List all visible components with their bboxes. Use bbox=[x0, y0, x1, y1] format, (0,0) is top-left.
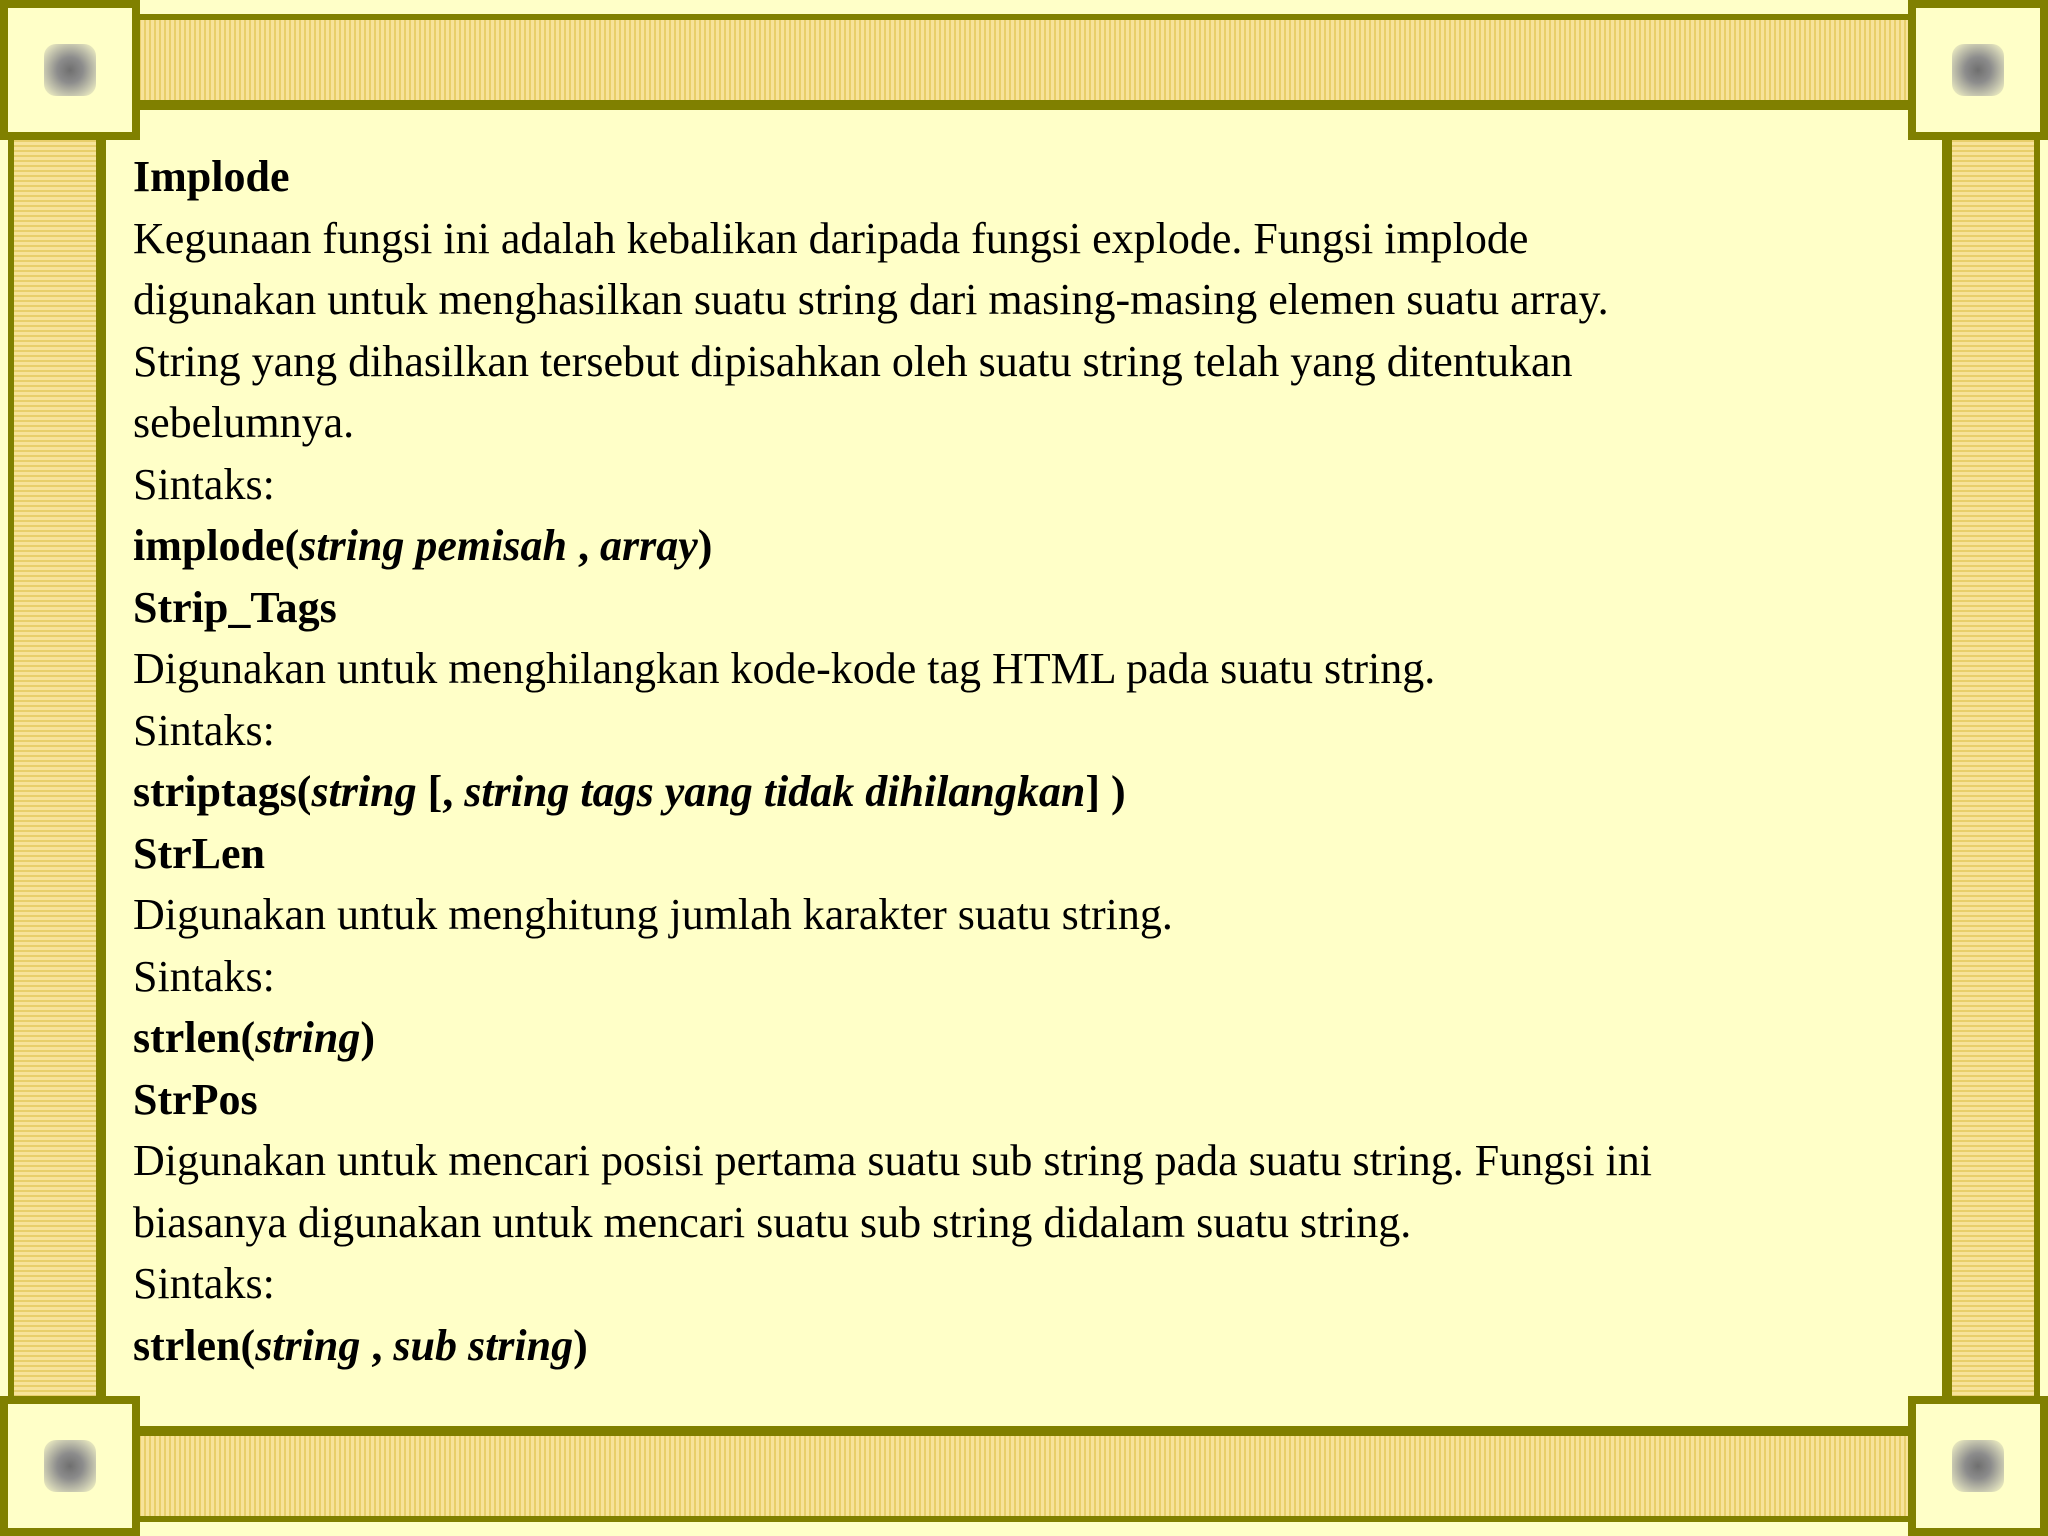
strpos-description-line: biasanya digunakan untuk mencari suatu sub string didalam suatu string. bbox=[133, 1197, 1412, 1247]
syntax-argument: string bbox=[255, 1013, 361, 1062]
corner-top-left bbox=[0, 0, 140, 140]
implode-syntax-label: Sintaks: bbox=[133, 459, 275, 509]
strpos-syntax-label: Sintaks: bbox=[133, 1259, 275, 1308]
syntax-argument: string bbox=[311, 767, 417, 816]
syntax-function: strlen( bbox=[133, 1013, 256, 1062]
strlen-description: Digunakan untuk menghitung jumlah karakter suatu string. bbox=[133, 890, 1173, 939]
syntax-argument: string bbox=[255, 1320, 361, 1370]
strlen-syntax-label: Sintaks: bbox=[133, 951, 275, 1001]
syntax-close: ] ) bbox=[1085, 767, 1126, 816]
syntax-close: ) bbox=[573, 1320, 588, 1370]
strlen-syntax bbox=[133, 1007, 1913, 1069]
corner-top-right bbox=[1908, 0, 2048, 140]
syntax-argument: string tags yang tidak dihilangkan bbox=[464, 767, 1086, 816]
implode-description-line: sebelumnya. bbox=[133, 398, 355, 447]
stud-icon bbox=[1952, 1440, 2004, 1492]
syntax-function: striptags( bbox=[133, 767, 312, 816]
strpos-syntax bbox=[133, 1315, 1913, 1377]
strpos-heading: StrPos bbox=[133, 1074, 258, 1124]
implode-description-line: Kegunaan fungsi ini adalah kebalikan daripada fungsi explode. Fungsi implode bbox=[133, 213, 1529, 263]
frame-top-bar bbox=[100, 14, 1948, 106]
syntax-separator: , bbox=[360, 1320, 394, 1370]
syntax-argument: string pemisah bbox=[299, 521, 567, 570]
syntax-function: implode( bbox=[133, 521, 300, 570]
implode-description-line: String yang dihasilkan tersebut dipisahkan oleh suatu string telah yang ditentukan bbox=[133, 336, 1573, 386]
strlen-heading: StrLen bbox=[133, 828, 265, 878]
corner-bottom-left bbox=[0, 1396, 140, 1536]
stud-icon bbox=[1952, 44, 2004, 96]
frame-right-bar bbox=[1944, 100, 2040, 1436]
strpos-description-line: Digunakan untuk mencari posisi pertama suatu sub string pada suatu string. Fungsi ini bbox=[133, 1136, 1653, 1185]
syntax-close: ) bbox=[360, 1013, 376, 1062]
stud-icon bbox=[44, 1440, 96, 1492]
syntax-function: strlen( bbox=[133, 1320, 256, 1370]
syntax-argument: array bbox=[599, 521, 698, 570]
syntax-argument: sub string bbox=[393, 1320, 574, 1370]
implode-syntax bbox=[133, 515, 1913, 577]
striptags-description: Digunakan untuk menghilangkan kode-kode tag HTML pada suatu string. bbox=[133, 644, 1436, 693]
implode-description-line: digunakan untuk menghasilkan suatu string dari masing-masing elemen suatu array. bbox=[133, 275, 1609, 324]
syntax-close: ) bbox=[697, 521, 713, 570]
syntax-separator: [, bbox=[416, 767, 465, 816]
slide-text bbox=[133, 146, 1913, 1376]
striptags-heading: Strip_Tags bbox=[133, 582, 337, 632]
striptags-syntax-label: Sintaks: bbox=[133, 705, 275, 755]
striptags-syntax bbox=[133, 761, 1913, 823]
stud-icon bbox=[44, 44, 96, 96]
frame-left-bar bbox=[8, 100, 104, 1436]
syntax-separator: , bbox=[566, 521, 600, 570]
corner-bottom-right bbox=[1908, 1396, 2048, 1536]
implode-heading: Implode bbox=[133, 152, 290, 201]
frame-bottom-bar bbox=[100, 1430, 1948, 1522]
